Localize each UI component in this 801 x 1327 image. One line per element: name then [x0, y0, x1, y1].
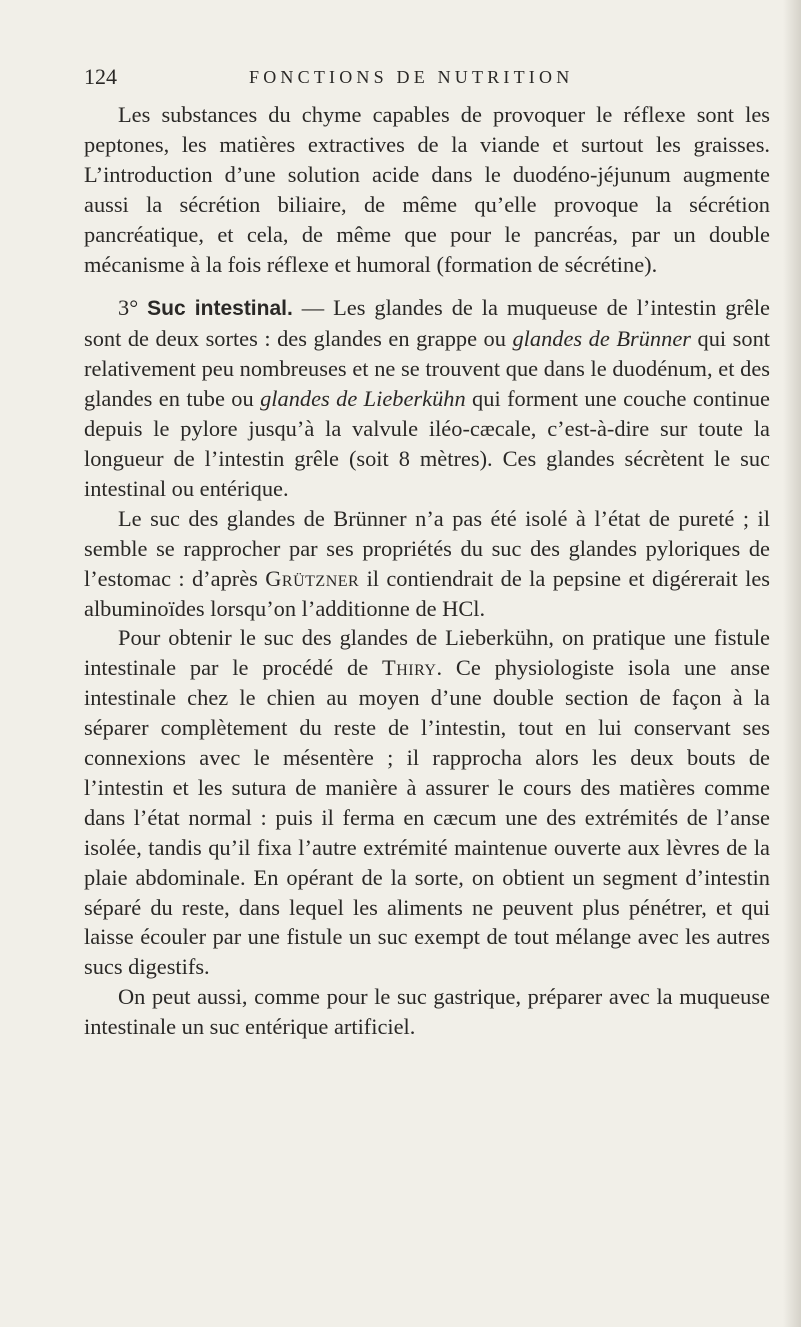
paragraph-text: . Ce physiologiste isola une anse intestinale chez le chien au moyen d’une double section de façon à la séparer complètement du reste de l’intestin, tout en lui conservant ses connexions avec le mésentère ; il rapprocha alors les deux bouts de l’intestin et les sutura de manière à assurer le cours des matières comme dans l’état normal : puis il ferma en cæcum une des extrémités de l’anse isolée, tandis qu’il fixa l’autre extrémité maintenue ouverte aux lèvres de la plaie abdominale. En opérant de la sorte, on obtient un segment d’intestin séparé du reste, dans lequel les aliments ne peuvent plus pénétrer, et qui laisse écouler par une fistule un suc exempt de tout mélange avec les autres sucs digestifs. [84, 655, 770, 980]
author-name-grutzner: Grützner [265, 565, 360, 591]
italic-term-lieberkuhn: glandes de Lieberkühn [260, 386, 466, 412]
italic-term-brunner: glandes de Brünner [512, 326, 691, 352]
paragraph-brunner-juice [84, 504, 770, 624]
paragraph-thiry-fistula [84, 623, 770, 982]
page-edge-shadow [783, 0, 801, 1327]
paragraph-text: — Les glandes de la muqueuse de l’intestin grêle sont de deux sortes : des glandes en grappe ou [84, 295, 770, 352]
paragraph-intestinal-juice [84, 293, 770, 503]
paragraph-text: Le suc des glandes de Brünner n’a pas été isolé à l’état de pureté ; il semble se rapprocher par ses propriétés du suc des glandes pyloriques de l’estomac : d’après [84, 505, 770, 591]
body-text [84, 100, 770, 1042]
paragraph-text: qui sont relativement peu nombreuses et ne se trouvent que dans le duodénum, et des glandes en tube ou [84, 326, 770, 412]
paragraph-text: Pour obtenir le suc des glandes de Lieberkühn, on pratique une fistule intestinale par le procédé de [84, 625, 770, 681]
paragraph-chyme-substances: Les substances du chyme capables de provoquer le réflexe sont les peptones, les matières extractives de la viande et surtout les graisses. L’introduction d’une solution acide dans le duodéno-jéjunum augmente aussi la sécrétion biliaire, de même qu’elle provoque la sécrétion pancréatique, et cela, de même que pour le pancréas, par un double mécanisme à la fois réflexe et humoral (formation de sécrétine). [84, 102, 770, 277]
paragraph-text: il contiendrait de la pepsine et digérerait les albuminoïdes lorsqu’on l’additionne de HCl. [84, 565, 770, 621]
author-name-thiry: Thiry [382, 655, 437, 681]
page-number: 124 [84, 64, 117, 89]
page-header [84, 62, 784, 92]
section-number: 3° [118, 295, 139, 321]
running-title: FONCTIONS DE NUTRITION [249, 67, 574, 87]
section-heading: Suc intestinal. [147, 297, 293, 321]
paragraph-text: qui forment une couche continue depuis le pylore jusqu’à la valvule iléo-cæcale, c’est-à-dire sur toute la longueur de l’intestin grêle (soit 8 mètres). Ces glandes sécrètent le suc intestinal ou entérique. [84, 386, 770, 501]
paragraph-artificial-juice: On peut aussi, comme pour le suc gastrique, préparer avec la muqueuse intestinale un suc entérique artificiel. [84, 984, 770, 1040]
